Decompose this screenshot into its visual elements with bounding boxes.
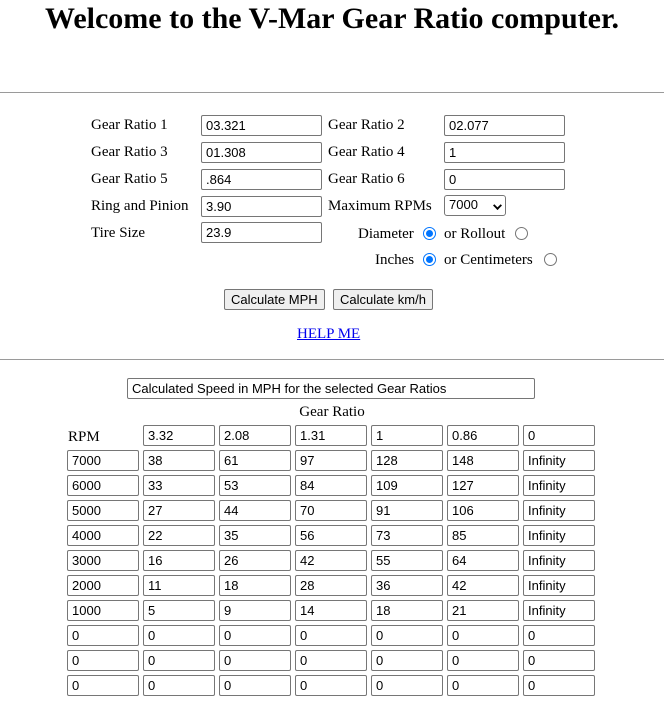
inches-label: Inches — [375, 252, 415, 268]
speed-cell[interactable] — [143, 550, 215, 571]
speed-cell[interactable] — [523, 525, 595, 546]
rpm-cell[interactable] — [67, 550, 139, 571]
gear-ratio-2-input[interactable] — [444, 115, 565, 136]
speed-cell[interactable] — [371, 650, 443, 671]
speed-cell[interactable] — [295, 575, 367, 596]
gear-ratio-3-input[interactable] — [201, 142, 322, 163]
speed-cell[interactable] — [371, 525, 443, 546]
gear-ratio-6-label: Gear Ratio 6 — [328, 171, 405, 187]
speed-cell[interactable] — [447, 550, 519, 571]
speed-cell[interactable] — [295, 600, 367, 621]
centimeters-radio[interactable] — [544, 253, 557, 266]
speed-cell[interactable] — [447, 450, 519, 471]
tire-size-label: Tire Size — [91, 225, 146, 241]
ratio-header-cell[interactable] — [523, 425, 595, 446]
speed-cell[interactable] — [295, 500, 367, 521]
page-title: Welcome to the V-Mar Gear Ratio computer. — [44, 2, 620, 35]
speed-cell[interactable] — [371, 475, 443, 496]
rpm-cell[interactable] — [67, 575, 139, 596]
speed-cell[interactable] — [295, 550, 367, 571]
speed-cell[interactable] — [447, 525, 519, 546]
speed-cell[interactable] — [523, 550, 595, 571]
rpm-cell[interactable] — [67, 600, 139, 621]
speed-cell[interactable] — [143, 525, 215, 546]
centimeters-label: or Centimeters — [444, 252, 533, 268]
speed-cell[interactable] — [143, 450, 215, 471]
speed-cell[interactable] — [219, 600, 291, 621]
gear-ratio-heading: Gear Ratio — [299, 404, 365, 420]
speed-cell[interactable] — [447, 500, 519, 521]
rollout-label: or Rollout — [444, 226, 506, 242]
speed-cell[interactable] — [219, 625, 291, 646]
speed-cell[interactable] — [523, 625, 595, 646]
rpm-cell[interactable] — [67, 450, 139, 471]
rpm-label: RPM — [68, 429, 100, 445]
speed-cell[interactable] — [295, 525, 367, 546]
speed-cell[interactable] — [219, 525, 291, 546]
speed-cell[interactable] — [143, 675, 215, 696]
gear-ratio-4-input[interactable] — [444, 142, 565, 163]
max-rpm-selected: 7000 — [449, 197, 478, 212]
max-rpm-select[interactable] — [444, 195, 506, 216]
max-rpm-label: Maximum RPMs — [328, 198, 432, 214]
speed-cell[interactable] — [219, 575, 291, 596]
speed-cell[interactable] — [371, 575, 443, 596]
chevron-down-icon — [493, 201, 502, 210]
speed-cell[interactable] — [219, 675, 291, 696]
diameter-label: Diameter — [358, 226, 414, 242]
speed-cell[interactable] — [371, 625, 443, 646]
tire-size-input[interactable] — [201, 222, 322, 243]
speed-cell[interactable] — [219, 500, 291, 521]
ratio-header-cell[interactable] — [295, 425, 367, 446]
speed-cell[interactable] — [523, 675, 595, 696]
speed-cell[interactable] — [371, 500, 443, 521]
gear-ratio-5-label: Gear Ratio 5 — [91, 171, 168, 187]
speed-cell[interactable] — [143, 575, 215, 596]
inches-radio[interactable] — [423, 253, 436, 266]
calculate-kmh-button[interactable]: Calculate km/h — [333, 289, 433, 310]
rpm-cell[interactable] — [67, 625, 139, 646]
speed-cell[interactable] — [447, 675, 519, 696]
speed-cell[interactable] — [143, 600, 215, 621]
rpm-cell[interactable] — [67, 525, 139, 546]
speed-cell[interactable] — [371, 600, 443, 621]
help-me-link[interactable]: HELP ME — [297, 326, 361, 342]
middle-divider — [0, 359, 664, 360]
speed-cell[interactable] — [295, 625, 367, 646]
ratio-header-cell[interactable] — [371, 425, 443, 446]
speed-cell[interactable] — [295, 475, 367, 496]
speed-cell[interactable] — [219, 450, 291, 471]
speed-cell[interactable] — [143, 625, 215, 646]
rpm-cell[interactable] — [67, 475, 139, 496]
results-caption-field[interactable] — [127, 378, 535, 399]
speed-cell[interactable] — [295, 650, 367, 671]
gear-ratio-2-label: Gear Ratio 2 — [328, 117, 405, 133]
speed-cell[interactable] — [523, 475, 595, 496]
speed-cell[interactable] — [371, 675, 443, 696]
ratio-header-cell[interactable] — [219, 425, 291, 446]
rpm-cell[interactable] — [67, 650, 139, 671]
top-divider — [0, 92, 664, 93]
gear-ratio-4-label: Gear Ratio 4 — [328, 144, 405, 160]
calculate-mph-button[interactable]: Calculate MPH — [224, 289, 325, 310]
speed-cell[interactable] — [295, 450, 367, 471]
speed-cell[interactable] — [447, 475, 519, 496]
speed-cell[interactable] — [447, 575, 519, 596]
speed-cell[interactable] — [219, 475, 291, 496]
rpm-cell[interactable] — [67, 675, 139, 696]
gear-ratio-6-input[interactable] — [444, 169, 565, 190]
ratio-header-cell[interactable] — [447, 425, 519, 446]
ring-pinion-label: Ring and Pinion — [91, 198, 189, 214]
diameter-radio[interactable] — [423, 227, 436, 240]
speed-cell[interactable] — [143, 475, 215, 496]
speed-cell[interactable] — [447, 650, 519, 671]
speed-cell[interactable] — [523, 500, 595, 521]
rollout-radio[interactable] — [515, 227, 528, 240]
gear-ratio-5-input[interactable] — [201, 169, 322, 190]
rpm-cell[interactable] — [67, 500, 139, 521]
speed-cell[interactable] — [523, 600, 595, 621]
ring-pinion-input[interactable] — [201, 196, 322, 217]
speed-cell[interactable] — [371, 450, 443, 471]
gear-ratio-1-input[interactable] — [201, 115, 322, 136]
gear-ratio-3-label: Gear Ratio 3 — [91, 144, 168, 160]
speed-cell[interactable] — [219, 550, 291, 571]
speed-cell[interactable] — [523, 450, 595, 471]
speed-cell[interactable] — [143, 650, 215, 671]
speed-cell[interactable] — [447, 625, 519, 646]
speed-cell[interactable] — [447, 600, 519, 621]
gear-ratio-1-label: Gear Ratio 1 — [91, 117, 168, 133]
speed-cell[interactable] — [143, 500, 215, 521]
speed-cell[interactable] — [523, 650, 595, 671]
ratio-header-cell[interactable] — [143, 425, 215, 446]
speed-cell[interactable] — [219, 650, 291, 671]
speed-cell[interactable] — [295, 675, 367, 696]
speed-cell[interactable] — [523, 575, 595, 596]
speed-cell[interactable] — [371, 550, 443, 571]
